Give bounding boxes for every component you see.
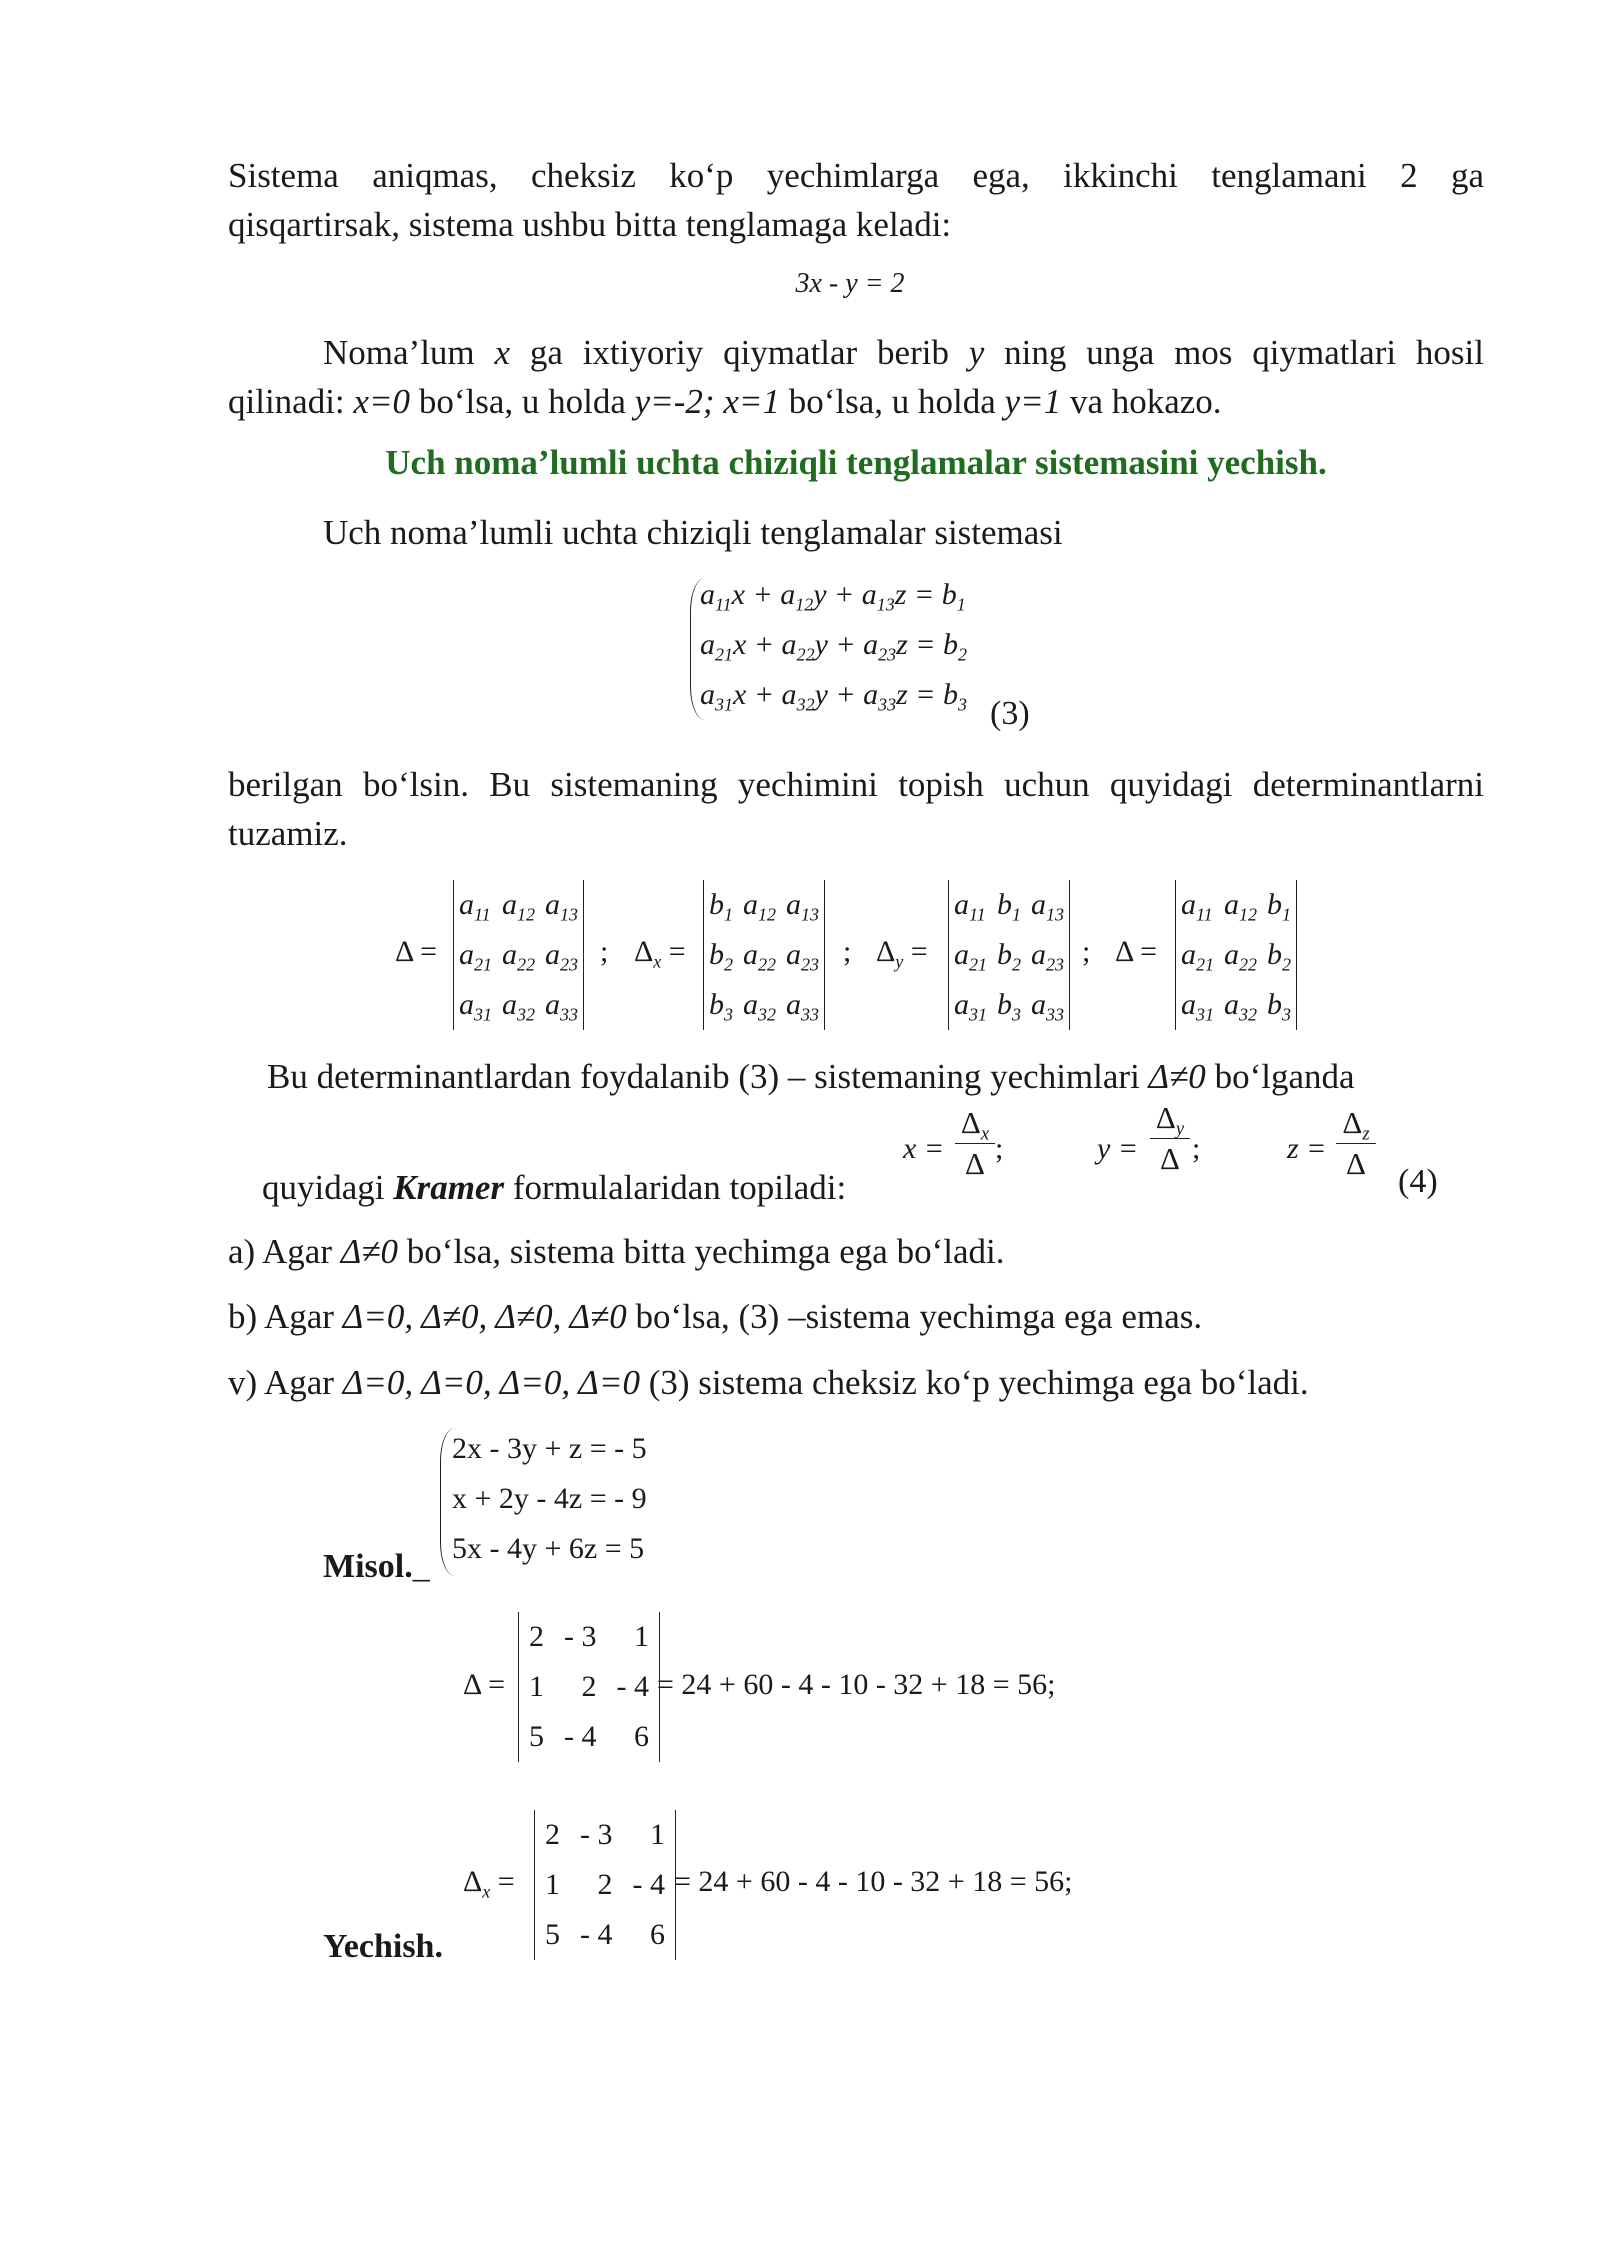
det-separator: ;	[1082, 935, 1091, 968]
equation: 3x - y = 2	[795, 268, 905, 299]
det-result: = 24 + 60 - 4 - 10 - 32 + 18 = 56;	[674, 1865, 1073, 1898]
kramer-separator: ;	[1192, 1132, 1201, 1165]
kramer-separator: ;	[995, 1132, 1004, 1165]
system-equation: $a_{31}x + a_{32}y + a_{33}z = b_3$	[700, 678, 968, 715]
case-line: b) Agar Δ=0, Δ≠0, Δ≠0, Δ≠0 bo‘lsa, (3) –sistema yechimga ega emas.	[228, 1297, 1203, 1336]
system-equation: $a_{11}x + a_{12}y + a_{13}z = b_1$	[700, 578, 966, 615]
kramer-x-label: x =	[903, 1132, 945, 1165]
misol-label: Misol._	[323, 1548, 430, 1585]
yechish-label: Yechish.	[323, 1928, 443, 1965]
section-heading: Uch noma’lumli uchta chiziqli tenglamalar sistemasini yechish.	[385, 443, 1327, 482]
system-equation: 2x - 3y + z = - 5	[452, 1432, 647, 1465]
example-determinant: 2 - 3 1 1 2 - 4 5 - 4 6	[518, 1612, 660, 1762]
det-separator: ;	[600, 935, 609, 968]
paragraph-line: berilgan bo‘lsin. Bu sistemaning yechimini topish uchun quyidagi determinantlarni	[228, 765, 1484, 804]
determinant-delta: $a_{11}$ $a_{12}$ $a_{13}$ $a_{21}$ $a_{22}$ $a_{23}$ $a_{31}$ $a_{32}$ $a_{33}$	[453, 880, 584, 1030]
system-equation: $a_{21}x + a_{22}y + a_{23}z = b_2$	[700, 628, 968, 665]
example-determinant-x: 2 - 3 1 1 2 - 4 5 - 4 6	[534, 1810, 676, 1960]
paragraph-line: Uch noma’lumli uchta chiziqli tenglamalar sistemasi	[323, 513, 1063, 552]
det-label: Δ =	[1115, 935, 1158, 968]
case-line: a) Agar Δ≠0 bo‘lsa, sistema bitta yechimga ega bo‘ladi.	[228, 1232, 1005, 1271]
det-label: $\Delta_x$ =	[634, 935, 686, 972]
paragraph-line: Bu determinantlardan foydalanib (3) – sistemaning yechimlari Δ≠0 bo‘lganda	[267, 1057, 1355, 1096]
paragraph-line: Noma’lum x ga ixtiyoriy qiymatlar berib y ning unga mos qiymatlari hosil	[323, 333, 1484, 372]
det-label: Δ =	[463, 1668, 506, 1701]
paragraph-line: tuzamiz.	[228, 814, 348, 853]
kramer-x-fraction: $\Delta_x$ Δ	[955, 1105, 995, 1182]
equation-number: (4)	[1398, 1163, 1438, 1200]
determinant-delta-z: $a_{11}$ $a_{12}$ $b_1$ $a_{21}$ $a_{22}$ $b_2$ $a_{31}$ $a_{32}$ $b_3$	[1175, 880, 1297, 1030]
kramer-z-fraction: $\Delta_z$ Δ	[1336, 1105, 1376, 1182]
det-label: Δ =	[395, 935, 438, 968]
det-label: $\Delta_y$ =	[876, 935, 928, 972]
kramer-z-label: z =	[1287, 1132, 1327, 1165]
det-result: = 24 + 60 - 4 - 10 - 32 + 18 = 56;	[657, 1668, 1056, 1701]
paragraph-line: qisqartirsak, sistema ushbu bitta tenglamaga keladi:	[228, 205, 952, 244]
kramer-y-fraction: $\Delta_y$ Δ	[1150, 1100, 1190, 1177]
system-equation: 5x - 4y + 6z = 5	[452, 1532, 645, 1565]
paragraph-line: quyidagi Kramer formulalaridan topiladi:	[262, 1168, 847, 1207]
paragraph-line: qilinadi: x=0 bo‘lsa, u holda y=-2; x=1 bo‘lsa, u holda y=1 va hokazo.	[228, 382, 1222, 421]
determinant-delta-x: $b_1$ $a_{12}$ $a_{13}$ $b_2$ $a_{22}$ $a_{23}$ $b_3$ $a_{32}$ $a_{33}$	[703, 880, 825, 1030]
paragraph-line: Sistema aniqmas, cheksiz ko‘p yechimlarga ega, ikkinchi tenglamani 2 ga	[228, 156, 1484, 195]
equation-number: (3)	[990, 695, 1030, 732]
determinant-delta-y: $a_{11}$ $b_1$ $a_{13}$ $a_{21}$ $b_2$ $a_{23}$ $a_{31}$ $b_3$ $a_{33}$	[948, 880, 1070, 1030]
case-line: v) Agar Δ=0, Δ=0, Δ=0, Δ=0 (3) sistema cheksiz ko‘p yechimga ega bo‘ladi.	[228, 1363, 1309, 1402]
det-label: $\Delta_x$ =	[463, 1865, 515, 1902]
det-separator: ;	[843, 935, 852, 968]
system-equation: x + 2y - 4z = - 9	[452, 1482, 647, 1515]
kramer-y-label: y =	[1097, 1132, 1139, 1165]
